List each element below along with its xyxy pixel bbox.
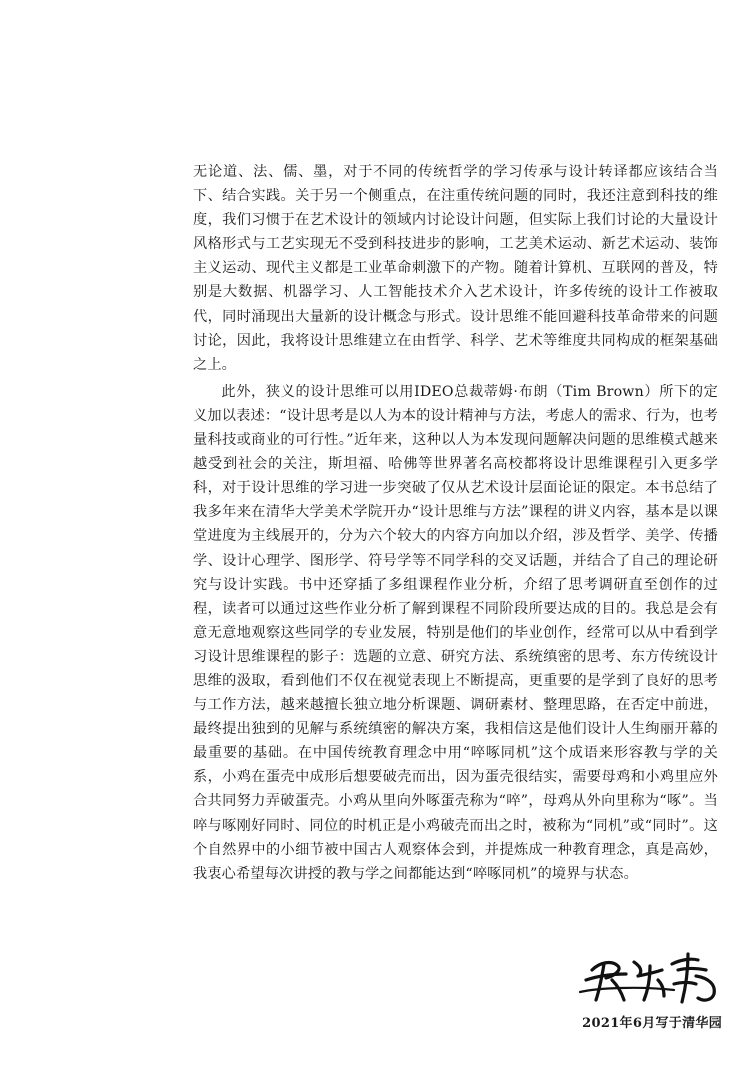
body-text xyxy=(193,160,718,886)
paragraph-1: 无论道、法、儒、墨，对于不同的传统哲学的学习传承与设计转译都应该结合当下、结合实践。关于另一个侧重点，在注重传统问题的同时，我还注意到科技的维度，我们习惯于在艺术设计的领域内讨论设计问题，但实际上我们讨论的大量设计风格形式与工艺实现无不受到科技进步的影响，工艺美术运动、新艺术运动、装饰主义运动、现代主义都是工业革命刺激下的产物。随着计算机、互联网的普及，特别是大数据、机器学习、人工智能技术介入艺术设计，许多传统的设计工作被取代，同时涌现出大量新的设计概念与形式。设计思维不能回避科技革命带来的问题讨论，因此，我将设计思维建立在由哲学、科学、艺术等维度共同构成的框架基础之上。 xyxy=(193,164,718,373)
handwritten-signature-icon xyxy=(578,940,728,1010)
date-line: 2021年6月写于清华园 xyxy=(582,1016,722,1031)
paragraph-2: 此外，狭义的设计思维可以用IDEO总裁蒂姆·布朗（Tim Brown）所下的定义加以表述：“设计思考是以人为本的设计精神与方法，考虑人的需求、行为，也考量科技或商业的可行性。”近年来，这种以人为本发现问题解决问题的思维模式越来越受到社会的关注，斯坦福、哈佛等世界著名高校都将设计思维课程引入更多学科，对于设计思维的学习进一步突破了仅从艺术设计层面论证的限定。本书总结了我多年来在清华大学美术学院开办“设计思维与方法”课程的讲义内容，基本是以课堂进度为主线展开的，分为六个较大的内容方向加以介绍，涉及哲学、美学、传播学、设计心理学、图形学、符号学等不同学科的交叉话题，并结合了自己的理论研究与设计实践。书中还穿插了多组课程作业分析，介绍了思考调研直至创作的过程，读者可以通过这些作业分析了解到课程不同阶段所要达成的目的。我总是会有意无意地观察这些同学的专业发展，特别是他们的毕业创作，经常可以从中看到学习设计思维课程的影子：选题的立意、研究方法、系统缜密的思考、东方传统设计思维的汲取，看到他们不仅在视觉表现上不断提高，更重要的是学到了良好的思考与工作方法，越来越擅长独立地分析课题、调研素材、整理思路，在否定中前进，最终提出独到的见解与系统缜密的解决方案，我相信这是他们设计人生绚丽开幕的最重要的基础。在中国传统教育理念中用“啐啄同机”这个成语来形容教与学的关系，小鸡在蛋壳中成形后想要破壳而出，因为蛋壳很结实，需要母鸡和小鸡里应外合共同努力弄破蛋壳。小鸡从里向外啄蛋壳称为“啐”，母鸡从外向里称为“啄”。当啐与啄刚好同时、同位的时机正是小鸡破壳而出之时，被称为“同机”或“同时”。这个自然界中的小细节被中国古人观察体会到，并提炼成一种教育理念，真是高妙，我衷心希望每次讲授的教与学之间都能达到“啐啄同机”的境界与状态。 xyxy=(193,383,718,882)
